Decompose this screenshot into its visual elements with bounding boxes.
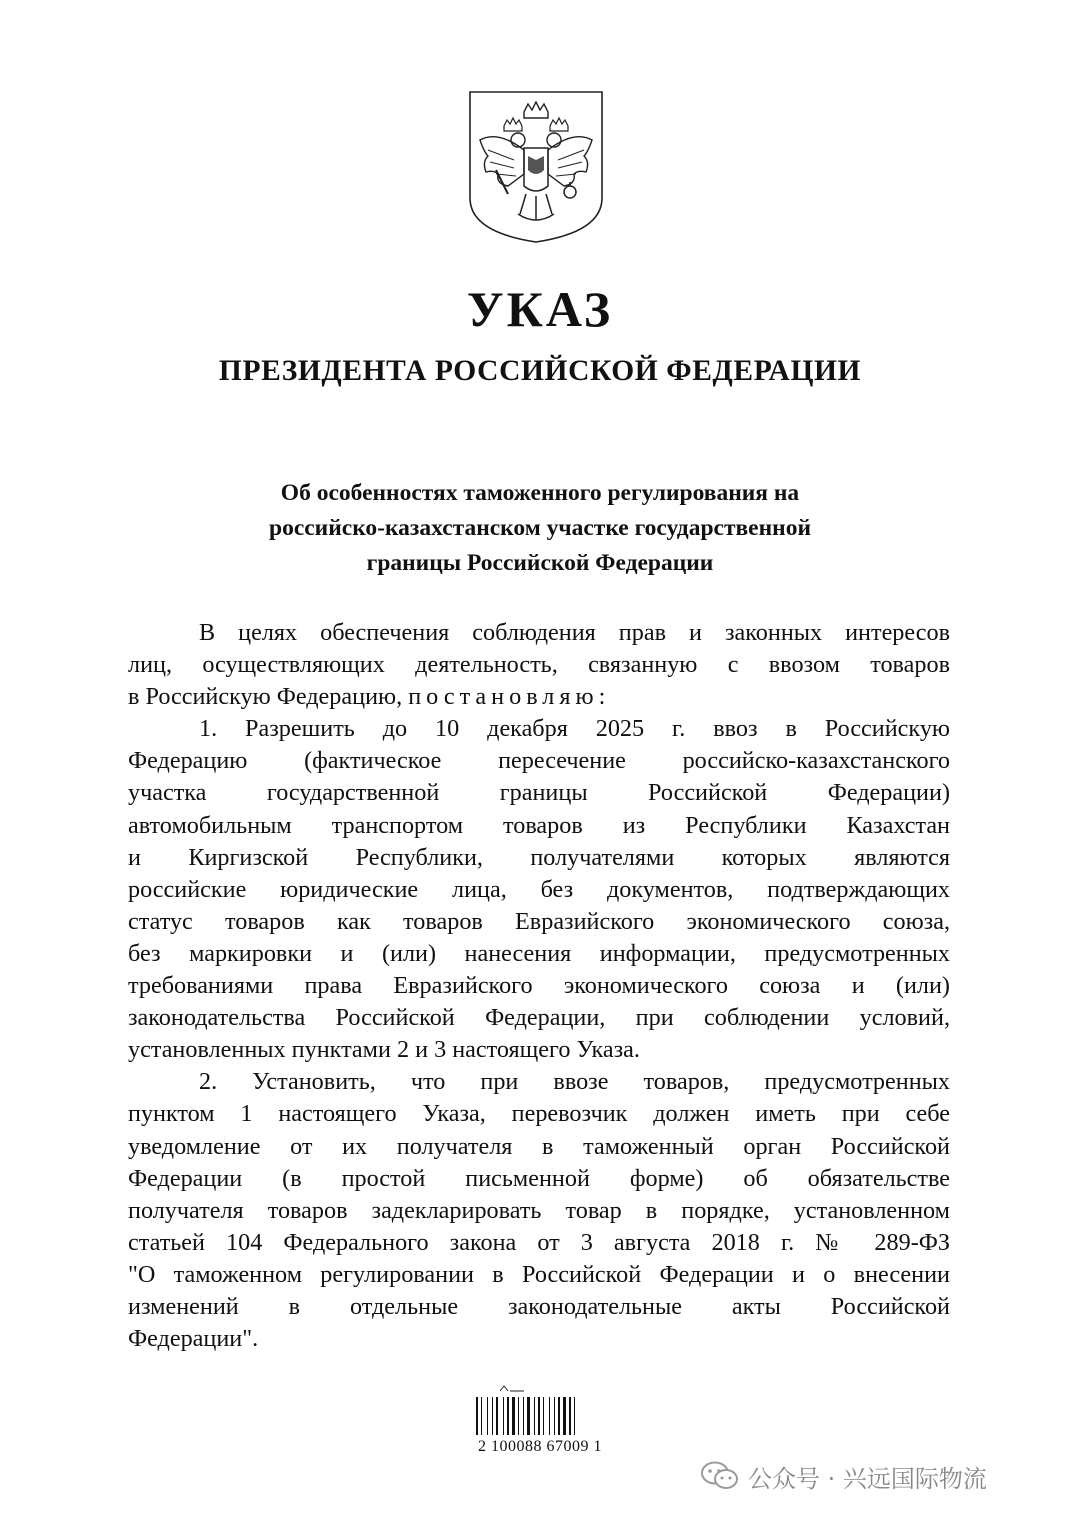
preamble-line: В целях обеспечения соблюдения прав и законных интересов — [199, 619, 950, 646]
barcode-bar — [574, 1397, 575, 1435]
barcode-bar — [496, 1397, 498, 1435]
barcode-bar — [523, 1397, 524, 1435]
preamble-line: в Российскую Федерацию, — [128, 683, 403, 711]
item2-line: пунктом 1 настоящего Указа, перевозчик должен иметь при себе — [128, 1100, 950, 1128]
item2-line: Федерации (в простой письменной форме) об обязательстве — [128, 1164, 950, 1192]
heading-line: Об особенностях таможенного регулирования на — [280, 480, 800, 506]
barcode-bar — [538, 1397, 540, 1435]
item2-line: изменений в отдельные законодательные акты Российской — [128, 1292, 950, 1320]
decree-body — [128, 617, 950, 1355]
item1-line: Федерацию (фактическое пересечение российско-казахстанского — [128, 747, 950, 775]
barcode-number: 2 100088 67009 1 — [478, 1438, 602, 1455]
barcode-bars — [470, 1385, 630, 1437]
heading-line: российско-казахстанском участке государственной — [269, 515, 811, 541]
barcode-bar — [563, 1397, 566, 1435]
watermark-text: 公众号 · 兴远国际物流 — [748, 1464, 987, 1493]
item2-line: получателя товаров задекларировать товар в порядке, установленном — [128, 1196, 950, 1224]
coat-of-arms-icon — [468, 90, 604, 244]
item2-line: уведомление от их получателя в таможенный орган Российской — [128, 1132, 950, 1160]
barcode-bar — [527, 1397, 530, 1435]
document-subtitle: ПРЕЗИДЕНТА РОССИЙСКОЙ ФЕДЕРАЦИИ — [218, 355, 862, 387]
barcode-bar — [507, 1397, 509, 1435]
barcode-bar — [476, 1397, 478, 1435]
item1-line: и Киргизской Республики, получателями которых являются — [128, 843, 950, 871]
barcode-mark — [500, 1386, 524, 1391]
barcode-bar — [558, 1397, 560, 1435]
item1-line: статус товаров как товаров Евразийского экономического союза, — [128, 907, 950, 935]
item1-line: участка государственной границы Российской Федерации) — [128, 779, 950, 807]
item2-line: "О таможенном регулировании в Российской Федерации и о внесении — [128, 1260, 950, 1288]
watermark — [700, 1456, 987, 1496]
barcode-bar — [487, 1397, 488, 1435]
item2-line: Федерации". — [128, 1325, 259, 1353]
barcode-bar — [503, 1397, 504, 1435]
document-title: УКАЗ — [466, 281, 614, 337]
item1-line: установленных пунктами 2 и 3 настоящего Указа. — [128, 1036, 640, 1064]
barcode-bar — [512, 1397, 515, 1435]
preamble-line-final — [128, 681, 950, 713]
item1-line: требованиями права Евразийского экономического союза и (или) — [128, 972, 950, 1000]
barcode-bar — [543, 1397, 544, 1435]
item2-line: статьей 104 Федерального закона от 3 августа 2018 г. № 289-ФЗ — [128, 1228, 950, 1256]
barcode-bar — [534, 1397, 535, 1435]
barcode-bar — [569, 1397, 571, 1435]
item1-line: законодательства Российской Федерации, при соблюдении условий, — [128, 1004, 950, 1032]
heading-line: границы Российской Федерации — [366, 550, 714, 576]
preamble-keyword: постановляю: — [408, 683, 611, 711]
item2-line: 2. Установить, что при ввозе товаров, предусмотренных — [199, 1068, 950, 1096]
barcode-bar — [549, 1397, 550, 1435]
item1-line: без маркировки и (или) нанесения информации, предусмотренных — [128, 939, 950, 967]
barcode-bar — [481, 1397, 482, 1435]
item1-line: 1. Разрешить до 10 декабря 2025 г. ввоз в Российскую — [199, 715, 950, 743]
item1-line: российские юридические лица, без документов, подтверждающих — [128, 875, 950, 903]
item1-line: автомобильным транспортом товаров из Республики Казахстан — [128, 811, 950, 839]
barcode-bar — [554, 1397, 555, 1435]
barcode-bar — [492, 1397, 493, 1435]
wechat-icon — [700, 1460, 740, 1492]
barcode-bar — [518, 1397, 519, 1435]
preamble-line: лиц, осуществляющих деятельность, связанную с ввозом товаров — [128, 651, 950, 679]
decree-heading — [180, 476, 900, 581]
